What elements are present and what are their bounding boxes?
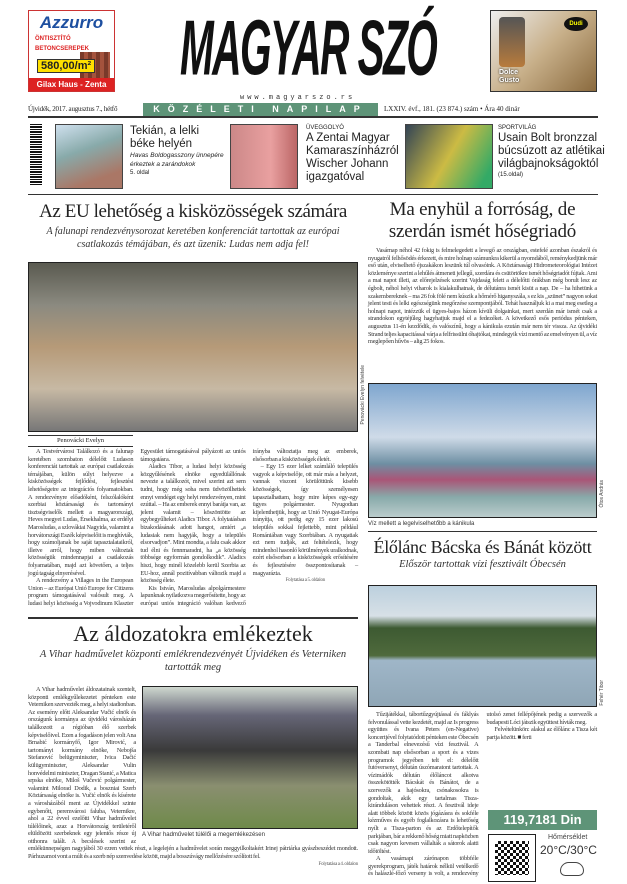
photo-credit: Penovácki Evelyn felvétele xyxy=(360,365,366,425)
lead-author: Penovácki Evelyn xyxy=(28,435,133,447)
lead-headline[interactable]: Az EU lehetőség a kisközösségek számára xyxy=(39,201,347,222)
lead-paragraph: A rendezvény a Villages in the European Union – az Európai Unió Europe for Citizens program támogatásával valósult meg. A ludasi helyi közösség a Vojvodinum Klaszter Egyesület támogatásával pályázott az uniós támogatásra. xyxy=(28,448,246,607)
lead-paragraph: A Testvérvárosi Találkozó és a falunap keretében szombaton délelőtt Ludason konferenciát tartottak az európai csatlakozás témájában, külön súlyt helyezve a kisközösségek fejlődési, fejlesztési lehetőségeire az integrációs folyamatokban. A rendezvényre előadóként, felszólalóként szerbiai köztársasági és tartományi tisztségviselők mellett a magyarországi, Heves megyei Ludas, Érsekhalma, az erdélyi Marosludas, a szlovákiai Nagyida, valamint a horvátországi Eszék képviselőit is meghívták, hogy számoljanak be saját tapasztalataikról, illetve arról, hogy miben változtak közösségük mindennapjai a csatlakozás folyamatában, majd azt követően, a teljes jogú tagság elnyerésével. xyxy=(28,448,134,577)
festival-subheadline: Először tartottak vízi fesztivált Óbecsén xyxy=(399,559,566,570)
teaser-kicker: SPORTVILÁG xyxy=(498,125,537,131)
ad-line2: BETONCSEREPEK xyxy=(35,46,89,52)
lead-photo[interactable] xyxy=(28,262,358,432)
teaser-photo-theatre[interactable] xyxy=(230,124,298,189)
teaser-divider xyxy=(28,194,598,195)
qr-code[interactable] xyxy=(488,834,536,882)
ad-text1: Dolce xyxy=(499,69,519,76)
food-ad[interactable] xyxy=(490,10,597,92)
teaser-page: 5. oldal xyxy=(130,170,150,176)
lead-paragraph: – Egy 15 ezer lelket számláló település vagyok a képviselője, ott már más a helyzet, vannak viszont körülöttünk kisebb közösségek, így személyesen tapasztalhattam, hogy mire képes egy-egy ügyes polgármester. Nyugodtan kijelenthetjük, hogy az Unió Nyugat-Európa irányítja, ott pedig egy 15 ezer lakosú település sokkal fejlettebb, mint például Romániában vagy Szerbiában. A nyugatiak ezt nem tudják, azt feltételezik, hogy mindenhol hasonló körülmények uralkodnak, ezért elsősorban a kisközösségek erősítésére és fejlesztésére összpontosítanak – magyarázta. xyxy=(252,463,358,577)
festival-article xyxy=(368,537,597,571)
memorial-subheadline: A Vihar hadművelet központi emlékrendezvényét Újvidéken és Veterniken tartották meg xyxy=(39,649,347,673)
ad-footer: Gilax Haus - Zenta xyxy=(29,78,114,91)
memorial-article xyxy=(28,622,358,674)
continued-note[interactable]: Folytatása a 4. oldalon xyxy=(318,861,358,867)
teaser-kicker: ÜVEGGOLYÓ xyxy=(306,125,344,131)
weather-article xyxy=(368,199,597,243)
festival-photo[interactable] xyxy=(368,585,597,707)
weather-caption: Víz mellett a legelviselhetőbb a kánikula xyxy=(368,521,475,527)
ad-line1: ÖNTISZTÍTÓ xyxy=(35,36,71,42)
qr-pattern xyxy=(495,841,529,875)
continued-note[interactable]: Folytatása a 5. oldalon xyxy=(285,578,326,584)
lead-article xyxy=(28,201,358,251)
teaser-theatre[interactable] xyxy=(306,124,401,184)
cloud-sun-icon xyxy=(560,862,584,876)
ad-text2: Gusto xyxy=(499,77,520,84)
memorial-headline[interactable]: Az áldozatokra emlékeztek xyxy=(73,621,313,646)
lead-paragraph: Aladics Tibor, a ludasi helyi közösség közgyűlésének elnöke egyedülállónak nevezte a találkozót, mivel szerint azt sem tudni, hogy még soha nem üdvözölhettek ennyi vendéget egy helyi rendezvényen, mint ezúttal. – Ha az emberek ennyi barátja van, az jelent valamit – köszöntötte az egybegyűlteket Aladics Tibor. A folytatásban bizakodásának adott hangot, amiért „a ludasiak nem hagyják, hogy a település elsorvadjon”. Mint mondta, a falu csak akkor tud élni és fennmaradni, ha „a közösség többsége egyformán gondolkodik”. Aladics hiszi, hogy minél közelebb kerül Szerbia az EU-hoz, annál pozitívabban változik majd a közösség élete. xyxy=(140,463,246,585)
azzurro-ad[interactable] xyxy=(28,10,115,92)
ad-brand: Azzurro xyxy=(39,13,104,32)
date-line: Újvidék, 2017. augusztus 7., hétfő xyxy=(28,105,118,113)
weather-photo[interactable] xyxy=(368,383,597,518)
header-divider xyxy=(28,116,598,118)
weather-headline[interactable]: Ma enyhül a forróság, de szerdán ismét hőségriadó xyxy=(388,199,577,242)
ad-price: 580,00/m² xyxy=(37,59,95,73)
teaser-photo-bolt[interactable] xyxy=(405,124,493,189)
teaser-bolt[interactable] xyxy=(498,124,623,179)
teaser-title: Tekián, a lelki béke helyén xyxy=(130,125,200,150)
website-url[interactable]: www.magyarszo.rs xyxy=(240,94,356,102)
photo-credit: Ótos András xyxy=(599,480,605,508)
exchange-rate: 119,7181 Din xyxy=(488,810,597,830)
teaser-photo-tekian[interactable] xyxy=(55,124,123,189)
temperature: 20°C/30°C xyxy=(540,843,597,857)
teaser-title: A Zentai Magyar Kamaraszínházról Wischer Johann igazgatóval xyxy=(306,132,399,183)
barcode xyxy=(30,124,42,186)
teaser-title: Usain Bolt bronzzal búcsúzott az atlétikai világbajnokságoktól xyxy=(498,132,605,170)
memorial-paragraph: A Vihar hadművelet áldozatainak szentelt, központi emlékgyűlekezetet pénteken este Veterniken szervezték meg, a helyi stadionban. Az esemény előtt Aleksandar Vučić elnök és országunk kormánya az újvidéki városházán találkozott a régióban élő szerbek képviselőivel. Ezen a fogadáson jelen volt Ana Brnabić kormányfő, Igor Mirović, a tartományi kormány elnöke, Nebojša Stefanović belügyminiszter, Ivica Dačić külügyminiszter, Aleksandar Vulin honvédelmi miniszter, Dragan Stanić, a Matica srpska elnöke, Miloš Vučević polgármester, valamint Milorad Dodik, a boszniai Szerb Köztársaság elnöke is. Vučić elnök és kísérete a városházából ment az Újvidékkel szinte egybenőtt, peremvárosi faluba, Veternikre, ahol a 22 évvel ezelőtti Vihar hadművelet túlélőinek, azaz a Horvátország területéről elüldözött szerbeknek egy jelentős része új otthonra talált. A becslések szerint az emlékünnepségen nagyjából 30 ezren vettek részt, a legelején a hadművelet során meggyilkoltakért Irinej pátriárka gyászbeszédet mondott. Párhuzamot vont a múlt és a szerb nép szenvedése között, majd a bosszúvágy mellőzésére szólított fel. xyxy=(28,686,358,861)
lead-body xyxy=(28,448,358,614)
weather-paragraph: Vasárnap néhol 42 fokig is felmelegedett a levegő az országban, estefelé azonban északról és nyugatról felhősödés érkezett, és mire holnap számunkra kikerül a nyomdából, reménykedjünk már eső után, elviselhető éjszakákon leszünk túl olvasóink. A Köztársasági Hidrometeorológiai Intézet közleménye szerint a lehűlés átmeneti jellegű, szerdára és csütörtökre ismét hőségriadót fújtak. Ami a mai napot illeti, az előrejelzések szerint Vajdaság felett a délelőtti órákban még borult lesz az égbolt, néhol helyi viharok is kialakulhatnak, de délutánra ismét kisüt a nap. De – ha hihetünk a szakembereknek – ma 26 fok fölé nem kúszik a hőmérő higanyszála, s ez kis „szünet” nagyon sokat jelent testi és lelki egészségünk megőrzése szempontjából. Tehát használjuk ki a mai meg esetleg a holnapi napot, intézzük el ügyes-bajos házon kívüli dolgainkat, mert szerdán már ismét csak a strandokon egytéjűleg hagyhatjuk majd el a fedezéket. A következő esős periódus pénteken, augusztus 11-én kezdődik, és valószínű, hogy a kánikula ezután már nem tér vissza. Az újvidéki Strand teljes kapacitással várja a felfrissülni óhajtókat, mindegyik vízi mentő az emelvényen ül, a víz meglepően hűvös – alig 25 fokos. xyxy=(368,247,597,346)
festival-headline[interactable]: Élőlánc Bácska és Bánát között xyxy=(373,537,592,557)
festival-paragraph: A vasárnapi zárónapon többféle gyerekprogram, játék határok nélkül vetélkedő és halászlé-főző verseny is volt, a rendezvény utolsó zenei fellépőjének pedig a szervezők a budapesti Lóci játszik együttest hívták meg. xyxy=(368,711,597,878)
festival-paragraph: Tűzijátékkal, tábortűzgyújtással és fáklyás felvonulással vette kezdetét, majd az Is progress együttes és Ivana Peters (en-Negative) koncertjével folytatódott pénteken este Óbecsén a Tanderbal elnevezésű vízi fesztivál. A szombati nap elsősorban a sport és a vizes programok jegyében telt el: délelőtt futóversenyt, délután úszómaratont tartottak. A vízimádók délután élőláncot alkotva összekötötték Bácskát és Bánátot, de a szervezők a hajósokra, csónakosokra is gondoltak, akik egy tartalmas Tisza-kiránduláson vehettek részt. A fesztivál ideje alatt többek között közös jógázásra és sokféle kézműves és egyéb foglalkozásra is lehetőség nyílt a Tisza-parton és az Erdőtelepítők parkjában, bár a rekkenő hőség miatt napközben csak nagyon kevesen vállalták a sátorok alatti időtöltést. xyxy=(368,711,479,855)
issue-info: LXXIV. évf., 181. (23 874.) szám • Ára 40 dinár xyxy=(384,105,520,113)
weather-label: Hőmérséklet xyxy=(548,834,588,841)
tagline-band: KÖZÉLETI NAPILAP xyxy=(143,103,378,116)
weather-body xyxy=(368,247,597,346)
section-divider xyxy=(368,531,597,532)
teaser-page: (15.oldal) xyxy=(498,172,524,178)
lead-paragraph: Kis István, Marosludas alpolgármestere lapunknak nyilatkozva megerősítette, hogy az európai uniós integráció valóban kedvező irányba változtatja meg az emberek, elsősorban a kisközösségek életét. xyxy=(140,448,358,607)
memorial-caption: A Vihar hadművelet túlélői a megemlékezésen xyxy=(142,832,265,838)
masthead-logo[interactable]: MAGYAR SZÓ xyxy=(180,5,437,93)
lead-subheadline: A falunapi rendezvénysorozat keretében konferenciát tartottak az európai csatlakozás témájában, és azt üzenik: Ludas nem adja fel! xyxy=(46,226,340,250)
blender-image xyxy=(499,17,525,67)
photo-credit: Fehér Tibor xyxy=(599,680,605,706)
memorial-body xyxy=(28,686,358,868)
teaser-tekian[interactable] xyxy=(130,125,226,177)
teaser-subtitle: Havas Boldogasszony ünnepére érkeztek a zarándokok xyxy=(130,152,224,168)
ad-logo: Dudi xyxy=(564,17,588,31)
section-divider xyxy=(28,617,358,619)
festival-paragraph: Felvételünkön: alakul az élőlánc a Tisza két partja között. ■ ferti xyxy=(486,726,597,741)
